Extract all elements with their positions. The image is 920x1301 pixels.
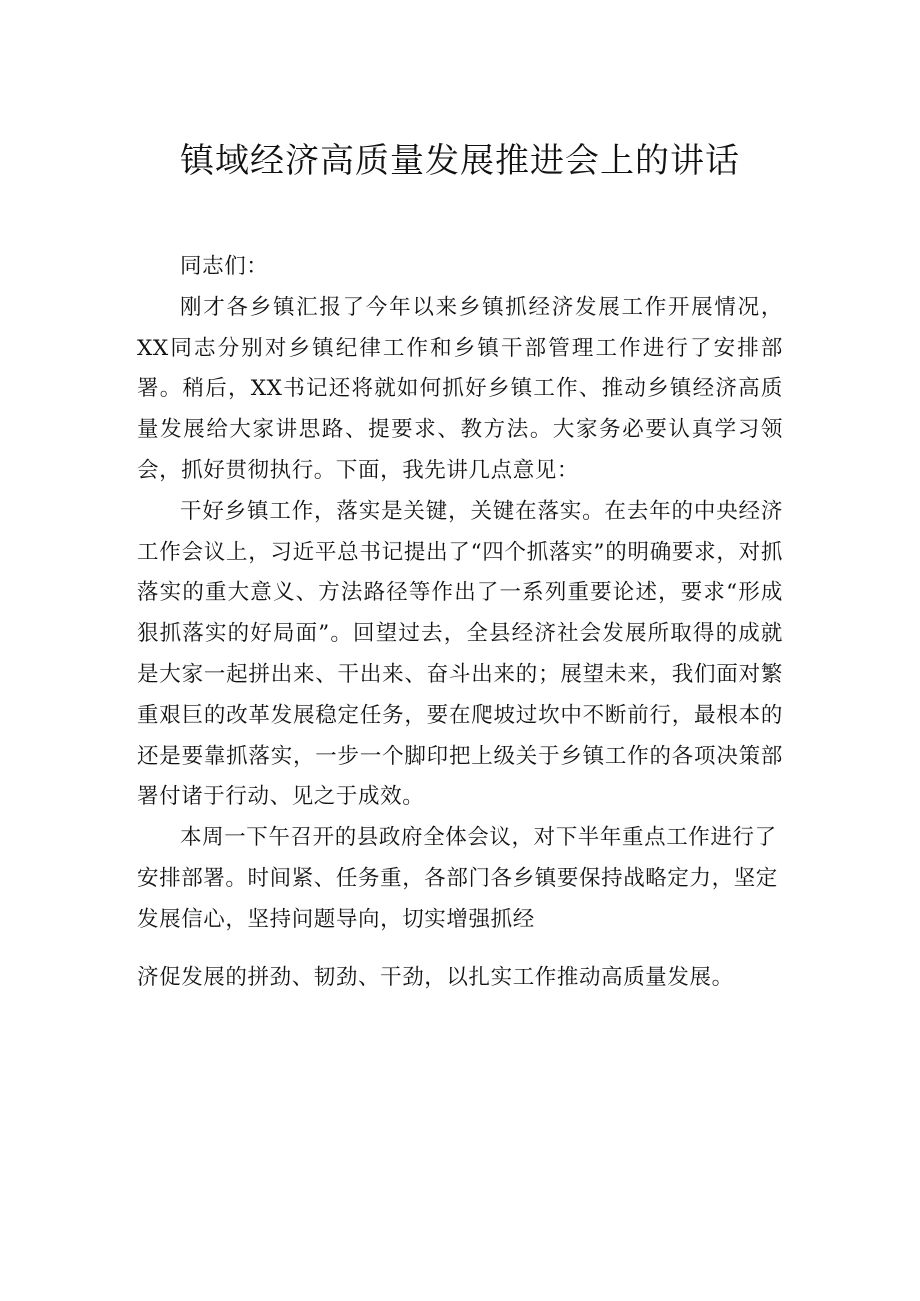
- paragraph-meeting: 本周一下午召开的县政府全体会议，对下半年重点工作进行了安排部署。时间紧、任务重，各部门各乡镇要保持战略定力，坚定发展信心，坚持问题导向，切实增强抓经: [137, 825, 778, 932]
- paragraph-continuation: 济促发展的拼劲、韧劲、干劲，以扎实工作推动高质量发展。: [137, 964, 734, 990]
- paragraph-implementation: 干好乡镇工作，落实是关键，关键在落实。在去年的中央经济工作会议上，习近平总书记提出了“四个抓落实”的明确要求，对抓落实的重大意义、方法路径等作出了一系列重要论述，要求“形成狠抓落实的好局面”。回望过去，全县经济社会发展所取得的成就是大家一起拼出来、干出来、奋斗出来的；展望未来，我们面对繁重艰巨的改革发展稳定任务，要在爬坡过坎中不断前行，最根本的还是要靠抓落实，一步一个脚印把上级关于乡镇工作的各项决策部署付诸于行动、见之于成效。: [137, 498, 783, 810]
- paragraph-intro: 刚才各乡镇汇报了今年以来乡镇抓经济发展工作开展情况，XX同志分别对乡镇纪律工作和乡镇干部管理工作进行了安排部署。稍后，XX书记还将就如何抓好乡镇工作、推动乡镇经济高质量发展给大家讲思路、提要求、教方法。大家务必要认真学习领会，抓好贯彻执行。下面，我先讲几点意见：: [137, 294, 783, 483]
- salutation: 同志们：: [180, 254, 269, 279]
- document-title: 镇域经济高质量发展推进会上的讲话: [180, 141, 740, 181]
- document-body: [137, 247, 783, 998]
